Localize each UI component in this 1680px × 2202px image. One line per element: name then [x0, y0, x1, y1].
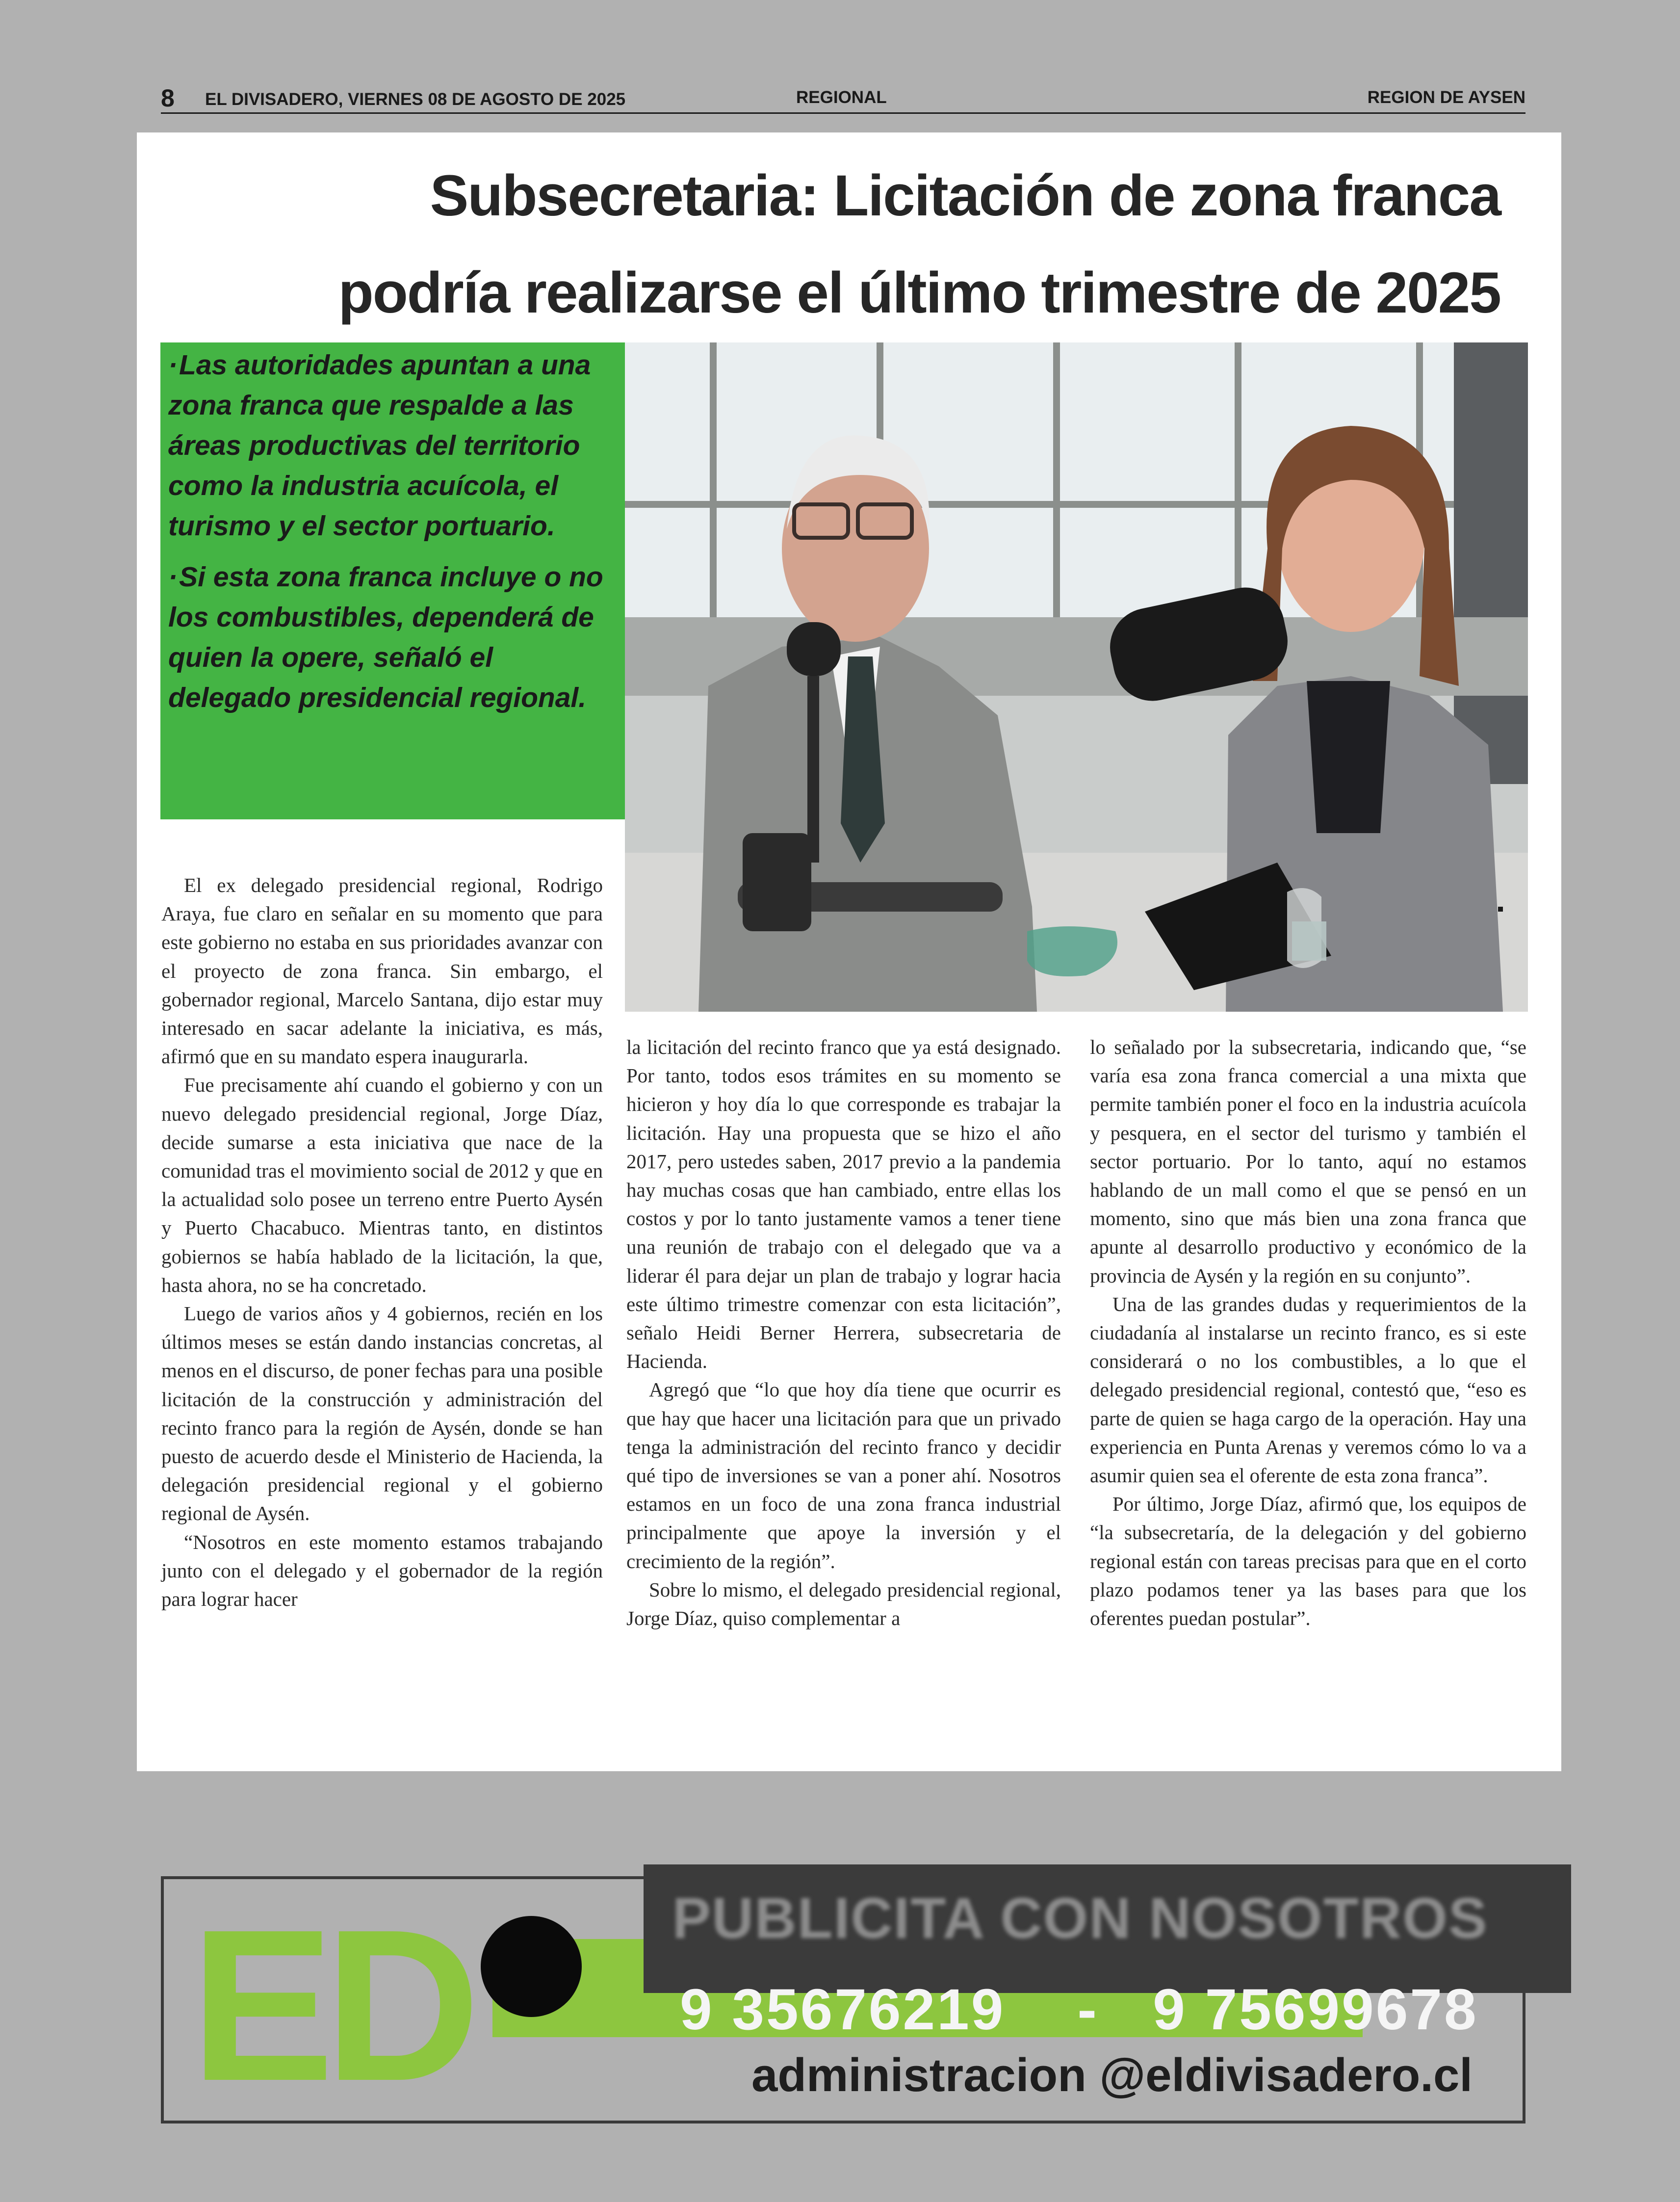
- article-paragraph: Luego de varios años y 4 gobiernos, recién en los últimos meses se están dando instancias concretas, al menos en el discurso, de poner fechas para una posible licitación de la construcción y administración del recinto franco para la región de Aysén, donde se han puesto de acuerdo desde el Ministerio de Hacienda, la delegación presidencial regional y el gobierno regional de Aysén.: [161, 1302, 603, 1525]
- article-paragraph: Una de las grandes dudas y requerimientos de la ciudadanía al instalarse un recinto franco, es si este considerará o no los combustibles, a lo que el delegado presidencial regional, contestó que, “eso es parte de quien se haga cargo de la operación. Hay una experiencia en Punta Arenas y veremos cómo lo va a asumir quien sea el oferente de esta zona franca”.: [1090, 1292, 1526, 1487]
- ad-email: administracion @eldivisadero.cl: [751, 2049, 1473, 2101]
- article-paragraph: Por último, Jorge Díaz, afirmó que, los equipos de “la subsecretaría, de la delegación y del gobierno regional están con tareas precisas para que en el corto plazo podamos tener ya las bases para que los oferentes puedan postular”.: [1090, 1493, 1526, 1630]
- highlight-item: ·Si esta zona franca incluye o no los combustibles, dependerá de quien la opere, señaló el delegado presidencial regional.: [168, 557, 623, 718]
- bullet-icon: ·: [168, 349, 178, 381]
- article-column-3: [1090, 1033, 1526, 1632]
- headline-line-1: Subsecretaria: Licitación de zona franca: [430, 163, 1500, 228]
- article-paragraph: la licitación del recinto franco que ya está designado. Por tanto, todos esos trámites en su momento se hicieron y hoy día lo que corresponde es trabajar la licitación. Hay una propuesta que se hizo el año 2017, pero ustedes saben, 2017 previo a la pandemia hay muchas cosas que han cambiado, entre ellas los costos y por lo tanto justamente vamos a tener tiene una reunión de trabajo con el delegado que va a liderar él para dejar un plan de trabajo y lograr hacia este último trimestre comenzar con esta licitación”, señalo Heidi Berner Herrera, subsecretaria de Hacienda.: [626, 1036, 1061, 1373]
- article-paragraph: Fue precisamente ahí cuando el gobierno y con un nuevo delegado presidencial regional, Jorge Díaz, decide sumarse a esta iniciativa que nace de la comunidad tras el movimiento social de 2012 y que en la actualidad solo posee un terreno entre Puerto Aysén y Puerto Chacabuco. Mientras tanto, en distintos gobiernos se había hablado de la licitación, la que, hasta ahora, no se ha concretado.: [161, 1074, 603, 1296]
- ad-logo: ED: [190, 1885, 471, 2126]
- article-page: [137, 132, 1561, 1771]
- article-column-1: [161, 871, 603, 1613]
- page-number: 8: [161, 84, 175, 112]
- headline-line-2: podría realizarse el último trimestre de 2025: [338, 261, 1500, 325]
- ad-title: PUBLICITA CON NOSOTROS: [672, 1886, 1488, 1951]
- article-paragraph: “Nosotros en este momento estamos trabajando junto con el delegado y el gobernador de la región para lograr hacer: [161, 1530, 603, 1611]
- bullet-icon: ·: [168, 561, 178, 593]
- article-paragraph: Agregó que “lo que hoy día tiene que ocurrir es que hay que hacer una licitación para que un privado tenga la administración del recinto franco y decidir qué tipo de inversiones se van a poner ahí. Nosotros estamos en un foco de una zona franca industrial principalmente que apoye la inversión y el crecimiento de la región”.: [626, 1378, 1061, 1573]
- highlight-item: ·Las autoridades apuntan a una zona franca que respalde a las áreas productivas del territorio como la industria acuícola, el turismo y el sector portuario.: [168, 345, 623, 546]
- article-photo: [625, 342, 1528, 1012]
- headline: [196, 147, 1500, 341]
- article-paragraph: Sobre lo mismo, el delegado presidencial regional, Jorge Díaz, quiso complementar a: [626, 1578, 1061, 1630]
- article-paragraph: El ex delegado presidencial regional, Rodrigo Araya, fue claro en señalar en su momento que para este gobierno no estaba en sus prioridades avanzar con el proyecto de zona franca. Sin embargo, el gobernador regional, Marcelo Santana, dijo estar muy interesado en sacar adelante la iniciativa, es más, afirmó que en su mandato espera inaugurarla.: [161, 874, 603, 1068]
- dateline: EL DIVISADERO, VIERNES 08 DE AGOSTO DE 2025: [205, 90, 626, 109]
- article-column-2: [626, 1033, 1061, 1632]
- header-rule: [161, 112, 1525, 114]
- article-paragraph: lo señalado por la subsecretaria, indicando que, “se varía esa zona franca comercial a una mixta que permite también poner el foco en la industria acuícola y pesquera, en el sector del turismo y también el sector portuario. Por lo tanto, aquí no estamos hablando de un mall como el que se pensó en un momento, sino que más bien una zona franca que apunte al desarrollo productivo y económico de la provincia de Aysén y la región en su conjunto”.: [1090, 1036, 1526, 1287]
- page-header: [161, 83, 1525, 113]
- region-label: REGION DE AYSEN: [1367, 88, 1525, 107]
- ad-phone-numbers: 9 35676219 - 9 75699678: [680, 1977, 1478, 2042]
- logo-dot-icon: [481, 1916, 582, 2017]
- highlights-box: [160, 342, 633, 819]
- section-label: REGIONAL: [796, 88, 887, 107]
